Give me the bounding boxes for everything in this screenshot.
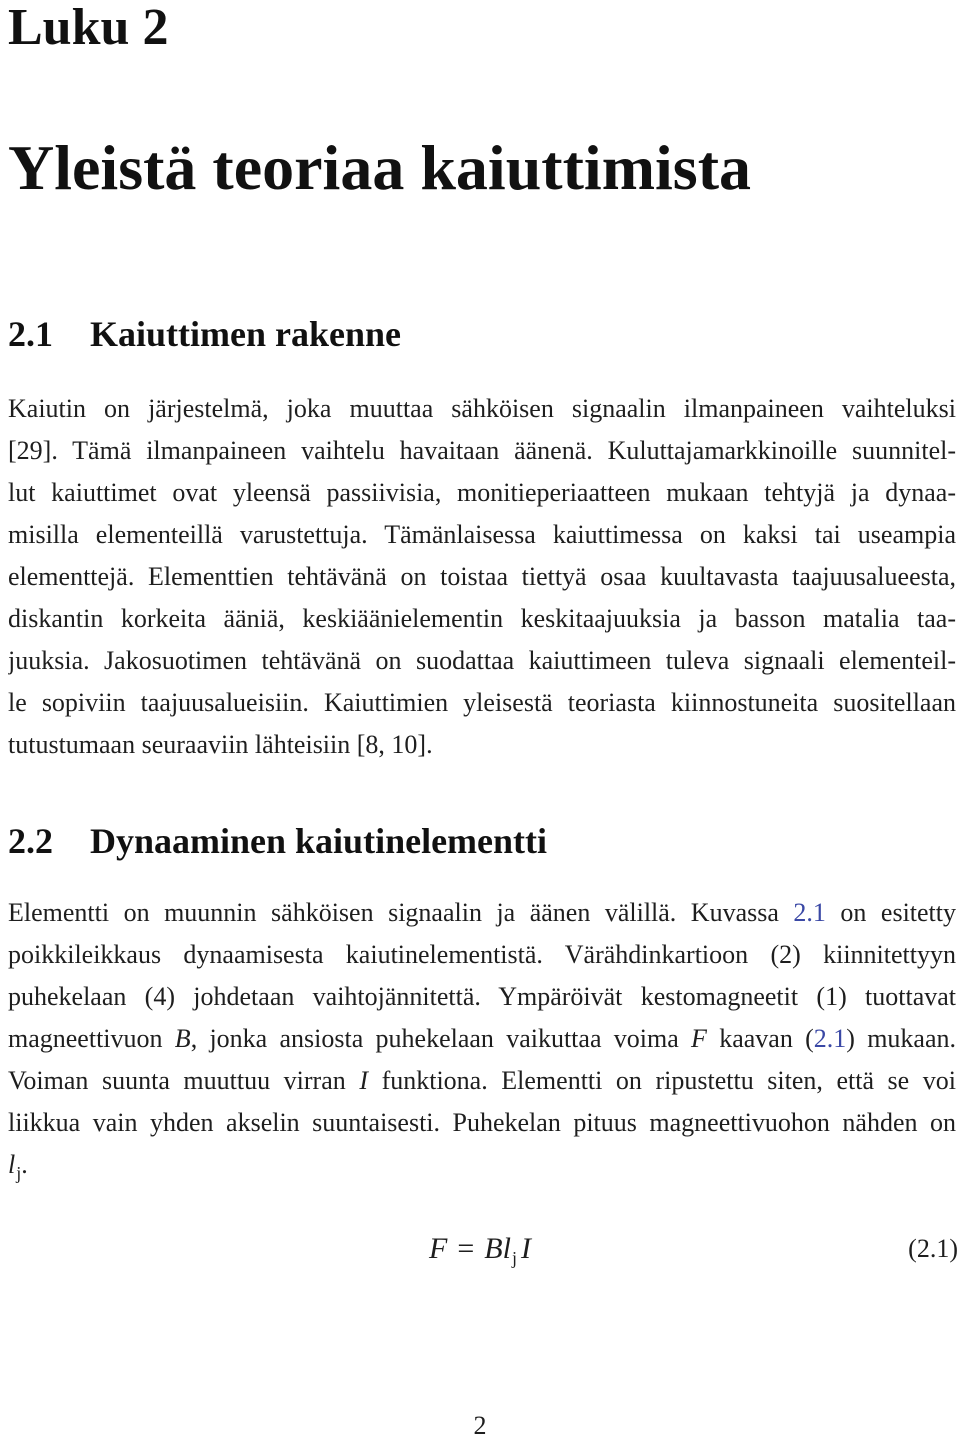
- paragraph-dynamic-driver: [8, 892, 956, 1186]
- section-number: 2.1: [8, 314, 53, 354]
- section-title: Kaiuttimen rakenne: [90, 314, 401, 354]
- math-symbol-f: F: [691, 1024, 707, 1053]
- math-symbol-l: l: [8, 1150, 16, 1179]
- text-run: magneettivuon: [8, 1024, 175, 1053]
- paragraph-line: Kaiutin on järjestelmä, joka muuttaa sähköisen signaalin ilmanpaineen vaihteluksi: [8, 394, 956, 423]
- paragraph-line: poikkileikkaus dynaamisesta kaiutinelementistä. Värähdinkartioon (2) kiinnitettyyn: [8, 940, 956, 969]
- section-heading: [8, 823, 547, 859]
- paragraph-line: diskantin korkeita ääniä, keskiäänielementin keskitaajuuksia ja basson matalia taa-: [8, 604, 956, 633]
- equation-lhs: F: [429, 1232, 448, 1265]
- paragraph-line: elementtejä. Elementtien tehtävänä on toistaa tiettyä osaa kuultavasta taajuusalueesta,: [8, 562, 956, 591]
- paragraph-speaker-structure: [8, 388, 956, 766]
- paragraph-line: [8, 1018, 956, 1060]
- text-run: Voiman suunta muuttuu virran: [8, 1066, 360, 1095]
- text-run: funktiona. Elementti on ripustettu siten, että se voi: [368, 1066, 956, 1095]
- figure-reference-link[interactable]: 2.1: [793, 898, 826, 927]
- page-number: 2: [473, 1411, 487, 1440]
- equation-subscript: j: [511, 1248, 517, 1268]
- equation-current: I: [520, 1232, 531, 1265]
- paragraph-line: [8, 892, 956, 934]
- equation-reference-link[interactable]: 2.1: [813, 1024, 847, 1053]
- math-subscript: j: [16, 1163, 22, 1183]
- section-heading: [8, 316, 401, 352]
- section-number: 2.2: [8, 821, 53, 861]
- equation: [0, 1228, 960, 1270]
- text-run: ) mukaan.: [846, 1024, 956, 1053]
- paragraph-line: puhekelaan (4) johdetaan vaihtojännitettä. Ympäröivät kestomagneetit (1) tuottavat: [8, 982, 956, 1011]
- math-symbol-b: B: [174, 1024, 191, 1053]
- chapter-label: Luku 2: [8, 0, 169, 56]
- text-run: on esitetty: [825, 898, 956, 927]
- section-title: Dynaaminen kaiutinelementti: [90, 821, 548, 861]
- paragraph-line: [8, 1060, 956, 1102]
- paragraph-line: le sopiviin taajuusalueisiin. Kaiuttimien yleisestä teoriasta kiinnostuneita suositellaan: [8, 688, 956, 717]
- text-run: Elementti on muunnin sähköisen signaalin ja äänen välillä. Kuvassa: [8, 898, 794, 927]
- paragraph-line: tutustumaan seuraaviin lähteisiin [8, 10].: [8, 730, 433, 759]
- paragraph-line: [8, 1144, 956, 1186]
- equation-number: (2.1): [908, 1234, 958, 1263]
- paragraph-line: juuksia. Jakosuotimen tehtävänä on suodattaa kaiuttimeen tuleva signaali elementeil-: [8, 646, 956, 675]
- text-run: kaavan (: [706, 1024, 814, 1053]
- paragraph-line: liikkua vain yhden akselin suuntaisesti. Puhekelan pituus magneettivuohon nähden on: [8, 1108, 956, 1137]
- paragraph-line: lut kaiuttimet ovat yleensä passiivisia, monitieperiaatteen mukaan tehtyjä ja dynaa-: [8, 478, 956, 507]
- equation-factor: Bl: [484, 1232, 511, 1265]
- math-symbol-i: I: [359, 1066, 368, 1095]
- paragraph-line: misilla elementeillä varustettuja. Tämänlaisessa kaiuttimessa on kaksi tai useampia: [8, 520, 956, 549]
- chapter-title: Yleistä teoriaa kaiuttimista: [8, 132, 751, 203]
- equation-operator: =: [457, 1232, 475, 1265]
- paragraph-line: [29]. Tämä ilmanpaineen vaihtelu havaitaan äänenä. Kuluttajamarkkinoille suunnitel-: [8, 436, 956, 465]
- text-run: .: [21, 1150, 28, 1179]
- text-run: , jonka ansiosta puhekelaan vaikuttaa voima: [190, 1024, 692, 1053]
